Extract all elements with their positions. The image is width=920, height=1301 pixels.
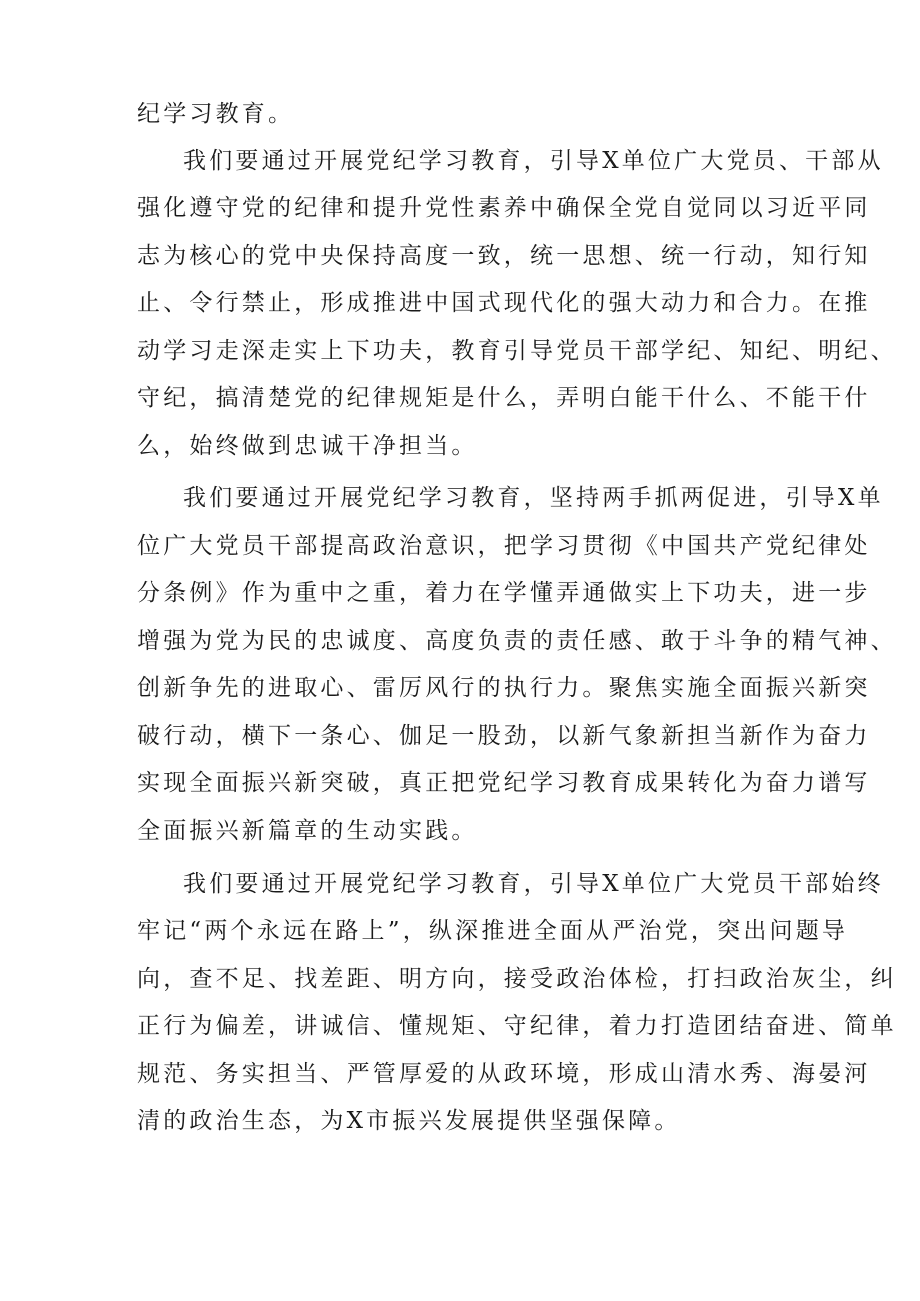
paragraph-3-line-1: 我们要通过开展党纪学习教育，坚持两手抓两促进，引导X单 — [183, 485, 884, 511]
paragraph-2-line-6: 守纪，搞清楚党的纪律规矩是什么，弄明白能干什么、不能干什 — [137, 385, 871, 411]
paragraph-4-line-6: 清的政治生态，为X市振兴发展提供坚强保障。 — [137, 1108, 681, 1134]
paragraph-2-line-5: 动学习走深走实上下功夫，教育引导党员干部学纪、知纪、明纪、 — [137, 338, 897, 364]
paragraph-4-line-4: 正行为偏差，讲诚信、懂规矩、守纪律，着力打造团结奋进、简单 — [137, 1013, 897, 1039]
paragraph-4-line-3: 向，查不足、找差距、明方向，接受政治体检，打扫政治灰尘，纠 — [137, 966, 897, 992]
paragraph-3-line-2: 位广大党员干部提高政治意识，把学习贯彻《中国共产党纪律处 — [137, 533, 871, 559]
paragraph-2-line-1: 我们要通过开展党纪学习教育，引导X单位广大党员、干部从 — [183, 148, 884, 174]
paragraph-3-line-5: 创新争先的进取心、雷厉风行的执行力。聚焦实施全面振兴新突 — [137, 675, 871, 701]
paragraph-2-line-3: 志为核心的党中央保持高度一致，统一思想、统一行动，知行知 — [137, 243, 871, 269]
paragraph-4-line-1: 我们要通过开展党纪学习教育，引导X单位广大党员干部始终 — [183, 871, 884, 897]
paragraph-3-line-6: 破行动，横下一条心、伽足一股劲，以新气象新担当新作为奋力 — [137, 723, 871, 749]
paragraph-3-line-4: 增强为党为民的忠诚度、高度负责的责任感、敢于斗争的精气神、 — [137, 628, 897, 654]
paragraph-2-line-7: 么，始终做到忠诚干净担当。 — [137, 433, 478, 459]
paragraph-3-line-7: 实现全面振兴新突破，真正把党纪学习教育成果转化为奋力谱写 — [137, 770, 871, 796]
paragraph-3-line-8: 全面振兴新篇章的生动实践。 — [137, 818, 478, 844]
paragraph-1-line-1: 纪学习教育。 — [137, 101, 295, 127]
paragraph-2-line-2: 强化遵守党的纪律和提升党性素养中确保全党自觉同以习近平同 — [137, 195, 871, 221]
paragraph-2-line-4: 止、令行禁止，形成推进中国式现代化的强大动力和合力。在推 — [137, 290, 871, 316]
paragraph-4-line-5: 规范、务实担当、严管厚爱的从政环境，形成山清水秀、海晏河 — [137, 1061, 871, 1087]
paragraph-3-line-3: 分条例》作为重中之重，着力在学懂弄通做实上下功夫，进一步 — [137, 580, 871, 606]
paragraph-4-line-2: 牢记“两个永远在路上”，纵深推进全面从严治党，突出问题导 — [137, 918, 849, 944]
